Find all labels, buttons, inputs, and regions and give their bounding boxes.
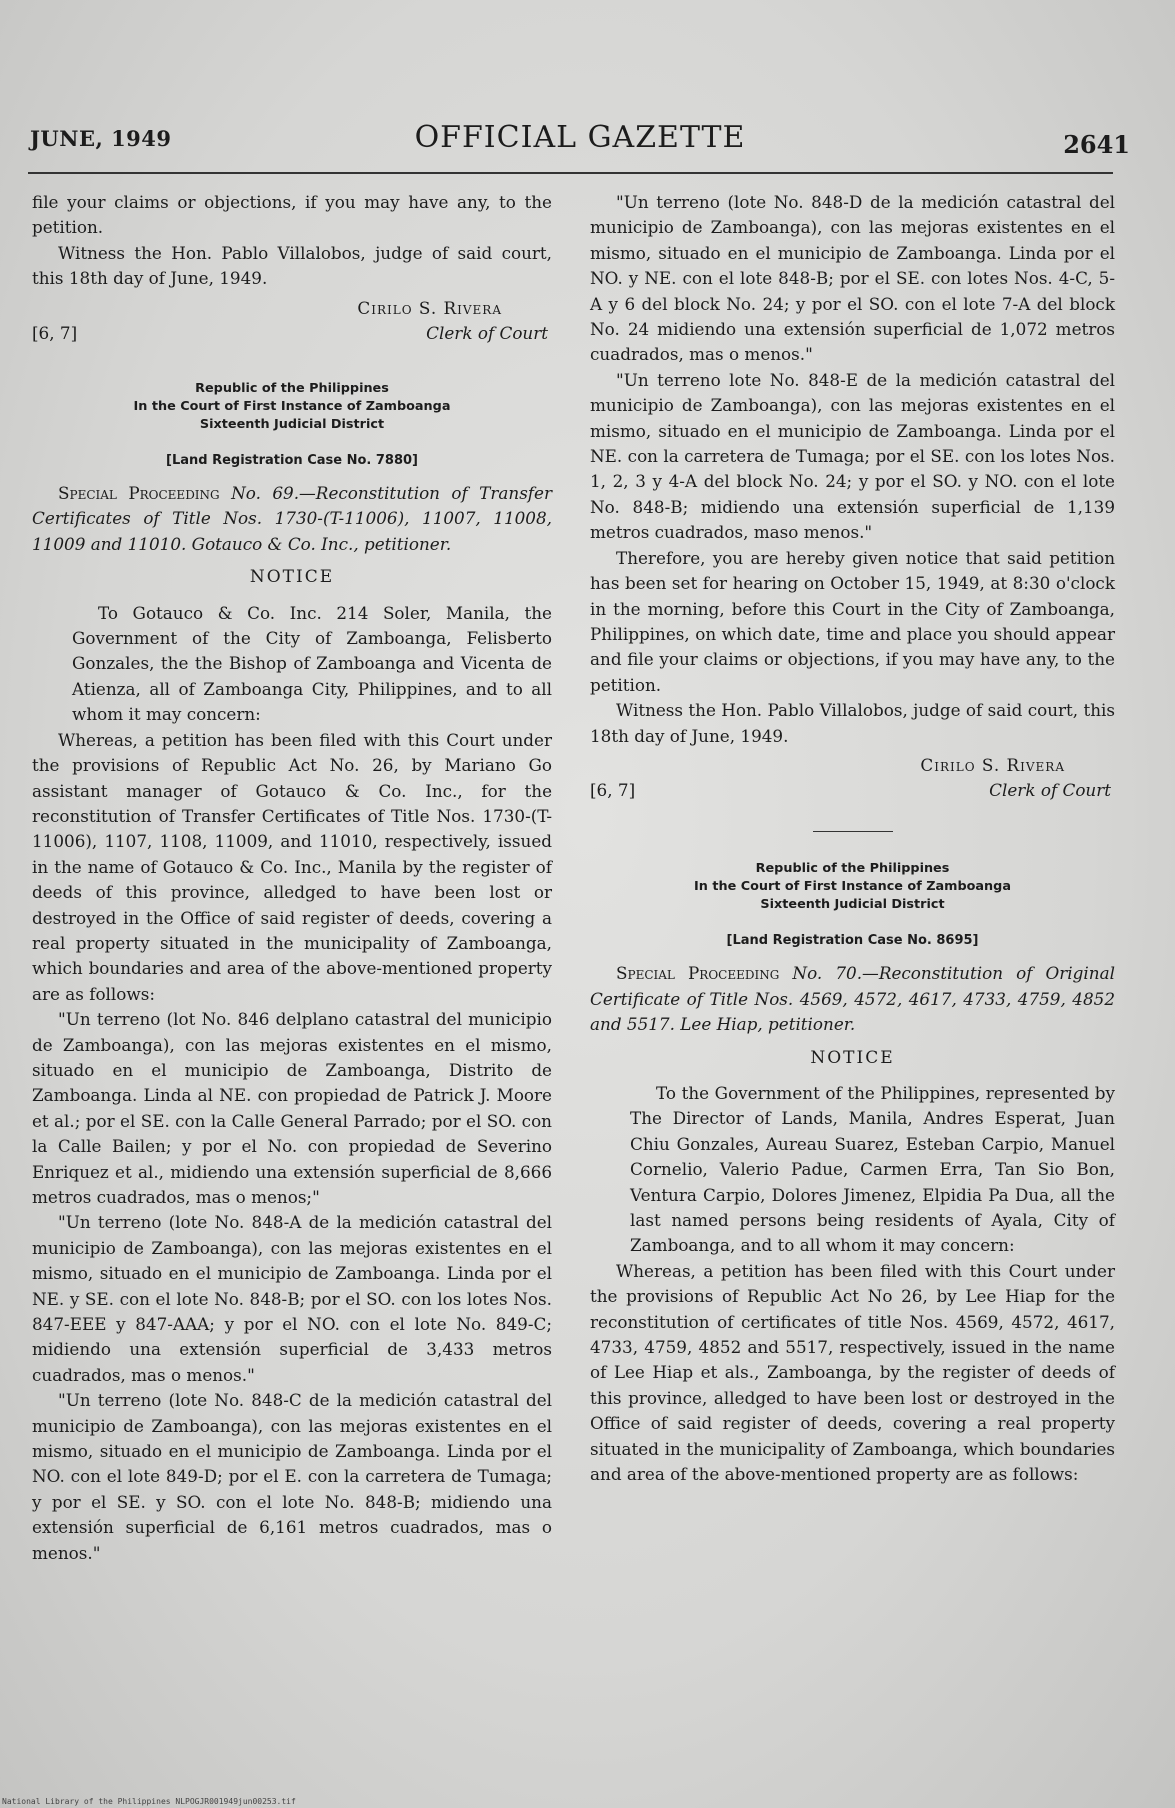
left-column: [32, 190, 552, 1566]
proceeding-text: No. 69.—Reconstitution of Transfer Certificates of Title Nos. 1730-(T-11006), 11007, 11008, 11009 and 11010. Gotauco & Co. Inc., petitioner.: [32, 483, 552, 554]
page-number: 2641: [1063, 130, 1130, 159]
proceeding-title: [32, 481, 552, 557]
addressee-paragraph: To Gotauco & Co. Inc. 214 Soler, Manila, the Government of the City of Zamboanga, Felisberto Gonzales, the the Bishop of Zamboanga and Vicenta de Atienza, all of Zamboanga City, Philippines, and to all whom it may concern:: [72, 602, 552, 725]
lot-description: "Un terreno (lot No. 846 delplano catastral del municipio de Zamboanga), con las mejoras existentes en el mismo, situado en el municipio de Zamboanga, Distrito de Zamboanga. Linda al NE. con propiedad de Patrick J. Moore et al.; por el SE. con la Calle General Parrado; por el SO. con la Calle Bailen; y por el No. con propiedad de Severino Enriquez et al., midiendo una extensión superficial de 8,666 metros cuadrados, mas o menos;": [32, 1009, 552, 1207]
signature-block: [590, 753, 1115, 809]
whereas-paragraph: Whereas, a petition has been filed with this Court under the provisions of Republic Act No. 26, by Mariano Go assistant manager of Gotauco & Co. Inc., for the reconstitution of Transfer Certificates of Title Nos. 1730-(T-11006), 1107, 1108, 11009, and 11010, respectively, issued in the name of Gotauco & Co. Inc., Manila by the register of deeds of this province, alledged to have been lost or destroyed in the Office of said register of deeds, covering a real property situated in the municipality of Zamboanga, which boundaries and area of the above-mentioned property are as follows:: [32, 729, 552, 1004]
continued-text: file your claims or objections, if you may have any, to the petition.: [32, 192, 552, 238]
issue-date: JUNE, 1949: [30, 126, 172, 151]
case-number: [Land Registration Case No. 8695]: [726, 932, 979, 948]
header-rule: [28, 172, 1113, 174]
proceeding-text: No. 70.—Reconstitution of Original Certificate of Title Nos. 4569, 4572, 4617, 4733, 4759, 4852 and 5517. Lee Hiap, petitioner.: [590, 963, 1115, 1035]
whereas-paragraph: Whereas, a petition has been filed with this Court under the provisions of Republic Act No 26, by Lee Hiap for the reconstitution of certificates of title Nos. 4569, 4572, 4617, 4733, 4759, 4852 and 5517, respectively, issued in the name of Lee Hiap et als., Zamboanga, by the register of deeds of this province, alledged to have been lost or destroyed in the Office of said register of deeds, covering a real property situated in the municipality of Zamboanga, which boundaries and area of the above-mentioned property are as follows:: [590, 1260, 1115, 1485]
court-heading: [32, 380, 552, 434]
signatory-title: Clerk of Court: [426, 322, 548, 343]
court-line-2: In the Court of First Instance of Zamboanga: [694, 878, 1011, 894]
issue-refs: [6, 7]: [32, 322, 78, 343]
court-line-1: Republic of the Philippines: [755, 860, 950, 876]
court-line-3: Sixteenth Judicial District: [199, 416, 385, 432]
signatory-name: Cirilo S. Rivera: [357, 297, 502, 318]
notice-heading: NOTICE: [249, 567, 335, 588]
lot-description: "Un terreno (lote No. 848-A de la medición catastral del municipio de Zamboanga), con las mejoras existentes en el mismo, situado en el municipio de Zamboanga. Linda por el NE. y SE. con el lote No. 848-B; por el SO. con los lotes Nos. 847-EEE y 847-AAA; y por el NO. con el lote No. 849-C; midiendo una extensión superficial de 3,433 metros cuadrados, mas o menos.": [32, 1212, 552, 1385]
court-line-1: Republic of the Philippines: [195, 380, 389, 396]
right-column: [590, 190, 1115, 1487]
section-separator: [813, 831, 893, 832]
publication-title: OFFICIAL GAZETTE: [414, 120, 746, 155]
court-heading: [590, 860, 1115, 914]
proceeding-title: [590, 961, 1115, 1037]
court-line-3: Sixteenth Judicial District: [760, 896, 945, 912]
proceeding-label: Special Proceeding: [58, 483, 220, 504]
witness-paragraph: Witness the Hon. Pablo Villalobos, judge of said court, this 18th day of June, 1949.: [32, 242, 552, 289]
scan-footer: National Library of the Philippines NLPOGJR001949jun00253.tif: [2, 1797, 296, 1806]
lot-description: "Un terreno lote No. 848-E de la medición catastral del municipio de Zamboanga), con las mejoras existentes en el mismo, situado en el municipio de Zamboanga. Linda por el NE. con la carretera de Tumaga; por el SE. con los lotes Nos. 1, 2, 3 y 4-A del block No. 24; y por el SO. y NO. con el lote No. 848-B; midiendo una extensión superficial de 1,139 metros cuadrados, maso menos.": [590, 369, 1115, 543]
signatory-name: Cirilo S. Rivera: [920, 754, 1065, 775]
issue-refs: [6, 7]: [590, 779, 636, 800]
lot-description: "Un terreno (lote No. 848-C de la medición catastral del municipio de Zamboanga), con las mejoras existentes en el mismo, situado en el municipio de Zamboanga. Linda por el NO. con el lote 849-D; por el E. con la carretera de Tumaga; y por el SE. y SO. con el lote No. 848-B; midiendo una extensión superficial de 6,161 metros cuadrados, mas o menos.": [32, 1390, 552, 1563]
proceeding-label: Special Proceeding: [616, 963, 780, 984]
lot-description: "Un terreno (lote No. 848-D de la medición catastral del municipio de Zamboanga), con las mejoras existentes en el mismo, situado en el municipio de Zamboanga. Linda por el NO. y NE. con el lote 848-B; por el SE. con lotes Nos. 4-C, 5-A y 6 del block No. 24; y por el SO. con el lote 7-A del block No. 24 midiendo una extensión superficial de 1,072 metros cuadrados, mas o menos.": [590, 192, 1115, 365]
notice-heading: NOTICE: [810, 1047, 895, 1068]
signature-block: [32, 296, 552, 352]
addressee-paragraph: To the Government of the Philippines, represented by The Director of Lands, Manila, Andres Esperat, Juan Chiu Gonzales, Aureau Suarez, Esteban Carpio, Manuel Cornelio, Valerio Padue, Carmen Erra, Tan Sio Bon, Ventura Carpio, Dolores Jimenez, Elpidia Pa Dua, all the last named persons being residents of Ayala, City of Zamboanga, and to all whom it may concern:: [630, 1082, 1115, 1256]
case-number: [Land Registration Case No. 7880]: [166, 452, 418, 468]
signatory-title: Clerk of Court: [989, 779, 1111, 800]
court-line-2: In the Court of First Instance of Zamboanga: [133, 398, 451, 414]
therefore-paragraph: Therefore, you are hereby given notice that said petition has been set for hearing on October 15, 1949, at 8:30 o'clock in the morning, before this Court in the City of Zamboanga, Philippines, on which date, time and place you should appear and file your claims or objections, if you may have any, to the petition.: [590, 547, 1115, 695]
witness-paragraph: Witness the Hon. Pablo Villalobos, judge of said court, this 18th day of June, 1949.: [590, 700, 1115, 746]
page-header: [30, 120, 1130, 160]
